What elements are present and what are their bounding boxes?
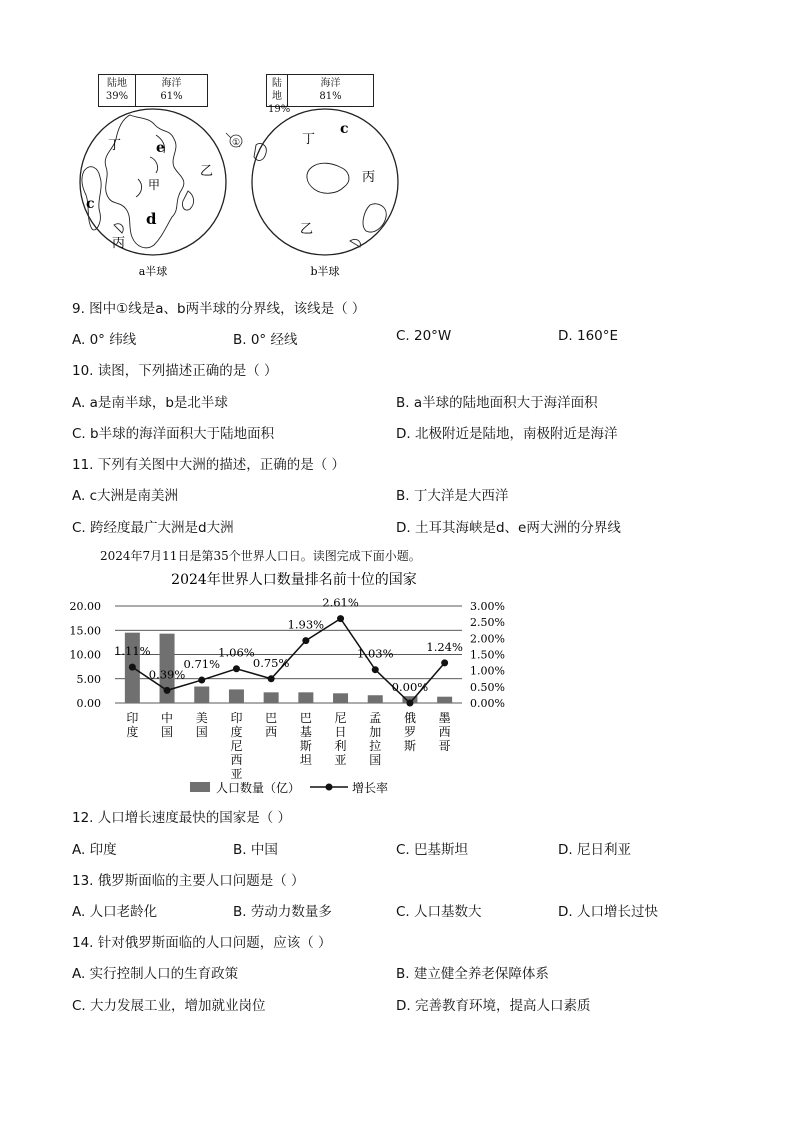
- growth-rate-point: [129, 664, 136, 671]
- svg-text:c: c: [86, 196, 95, 212]
- q9-option-d[interactable]: D. 160°E: [558, 328, 619, 344]
- legend-bar-label: 人口数量（亿）: [216, 781, 301, 795]
- bar-population: [229, 689, 244, 703]
- svg-text:e: e: [156, 140, 165, 156]
- y-right-tick-label: 3.00%: [470, 600, 505, 613]
- boundary-marker-label: ①: [231, 138, 241, 148]
- q14-option-c[interactable]: C. 大力发展工业，增加就业岗位: [72, 998, 266, 1014]
- bar-population: [194, 687, 209, 703]
- growth-rate-label: 0.39%: [148, 667, 186, 682]
- q11-option-d[interactable]: D. 土耳其海峡是d、e两大洲的分界线: [396, 520, 621, 536]
- y-right-tick-label: 0.00%: [470, 697, 505, 710]
- x-category-label: 俄罗斯: [403, 711, 416, 753]
- y-left-tick-label: 15.00: [69, 624, 101, 638]
- x-category-label: 美国: [195, 711, 208, 739]
- q12-option-a[interactable]: A. 印度: [72, 842, 117, 858]
- question-12: 12. 人口增长速度最快的国家是（ ）: [72, 810, 292, 826]
- x-category-label: 墨西哥: [438, 711, 451, 753]
- x-category-label: 孟加拉国: [369, 711, 382, 767]
- q10-option-d[interactable]: D. 北极附近是陆地，南极附近是海洋: [396, 426, 618, 442]
- question-11: 11. 下列有关图中大洲的描述，正确的是（ ）: [72, 457, 346, 473]
- svg-text:乙: 乙: [200, 164, 214, 179]
- x-category-label: 印度尼西亚: [230, 711, 243, 781]
- q11-option-c[interactable]: C. 跨经度最广大洲是d大洲: [72, 520, 234, 536]
- growth-rate-point: [441, 659, 448, 666]
- svg-text:丙: 丙: [112, 236, 126, 251]
- question-10: 10. 读图，下列描述正确的是（ ）: [72, 363, 278, 379]
- growth-rate-label: 0.71%: [183, 657, 221, 672]
- svg-text:乙: 乙: [300, 222, 314, 237]
- q9-option-b[interactable]: B. 0° 经线: [233, 332, 298, 348]
- legend-line-label: 增长率: [352, 781, 389, 795]
- q13-option-c[interactable]: C. 人口基数大: [396, 904, 482, 920]
- y-right-tick-label: 2.50%: [470, 616, 505, 630]
- x-category-label: 尼日利亚: [334, 711, 347, 767]
- intro-text: 2024年7月11日是第35个世界人口日。读图完成下面小题。: [100, 549, 421, 563]
- question-9: 9. 图中①线是a、b两半球的分界线，该线是（ ）: [72, 301, 366, 317]
- growth-rate-label: 0.75%: [252, 655, 290, 670]
- bar-population: [333, 693, 348, 703]
- q12-option-d[interactable]: D. 尼日利亚: [558, 842, 631, 858]
- y-right-tick-label: 1.50%: [470, 648, 505, 662]
- x-category-label: 中国: [161, 711, 174, 739]
- q10-option-c[interactable]: C. b半球的海洋面积大于陆地面积: [72, 426, 275, 442]
- y-left-tick-label: 10.00: [69, 648, 101, 662]
- growth-rate-label: 0.00%: [391, 680, 429, 694]
- growth-rate-point: [406, 700, 413, 707]
- bar-population: [298, 692, 313, 703]
- svg-text:丙: 丙: [362, 170, 376, 185]
- y-right-tick-label: 2.00%: [470, 632, 505, 646]
- q11-option-b[interactable]: B. 丁大洋是大西洋: [396, 488, 509, 504]
- y-right-tick-label: 0.50%: [470, 680, 505, 694]
- svg-text:d: d: [146, 210, 157, 228]
- hemisphere-a-caption: a半球: [138, 265, 168, 278]
- bar-population: [264, 692, 279, 703]
- growth-rate-label: 1.24%: [426, 639, 463, 654]
- q13-option-a[interactable]: A. 人口老龄化: [72, 904, 158, 920]
- q14-option-b[interactable]: B. 建立健全养老保障体系: [396, 966, 549, 982]
- y-left-tick-label: 0.00: [76, 697, 101, 710]
- growth-rate-point: [302, 637, 309, 644]
- chart-title: 2024年世界人口数量排名前十位的国家: [171, 572, 417, 588]
- growth-rate-point: [372, 666, 379, 673]
- x-category-label: 巴西: [265, 711, 278, 739]
- q9-option-a[interactable]: A. 0° 纬线: [72, 332, 137, 348]
- growth-rate-label: 1.11%: [114, 644, 151, 659]
- y-left-tick-label: 20.00: [69, 600, 101, 613]
- legend-bar-swatch: [190, 782, 210, 792]
- growth-rate-label: 1.03%: [356, 646, 394, 661]
- q13-option-b[interactable]: B. 劳动力数量多: [233, 904, 332, 920]
- hemisphere-b-caption: b半球: [310, 265, 340, 278]
- q10-option-a[interactable]: A. a是南半球，b是北半球: [72, 395, 228, 411]
- growth-rate-point: [233, 665, 240, 672]
- q14-option-d[interactable]: D. 完善教育环境，提高人口素质: [396, 998, 591, 1014]
- growth-rate-point: [337, 615, 344, 622]
- hemisphere-b-circle: [252, 109, 398, 255]
- legend-line-marker: [326, 784, 333, 791]
- hemispheres-map: [70, 105, 420, 285]
- svg-text:c: c: [340, 121, 349, 137]
- growth-rate-point: [268, 675, 275, 682]
- hemisphere-b-stats-box: 陆地 19% 海洋 81%: [266, 74, 374, 107]
- growth-rate-label: 2.61%: [322, 595, 359, 610]
- x-category-label: 巴基斯坦: [299, 711, 312, 767]
- q12-option-c[interactable]: C. 巴基斯坦: [396, 842, 469, 858]
- y-right-tick-label: 1.00%: [470, 664, 505, 678]
- hemisphere-a-stats-box: 陆地 39% 海洋 61%: [98, 74, 208, 107]
- q11-option-a[interactable]: A. c大洲是南美洲: [72, 488, 179, 504]
- svg-text:甲: 甲: [148, 178, 161, 192]
- growth-rate-label: 1.93%: [287, 617, 325, 632]
- y-left-tick-label: 5.00: [76, 672, 101, 686]
- bar-population: [437, 697, 452, 703]
- q9-option-c[interactable]: C. 20°W: [396, 328, 452, 344]
- q14-option-a[interactable]: A. 实行控制人口的生育政策: [72, 966, 239, 982]
- question-13: 13. 俄罗斯面临的主要人口问题是（ ）: [72, 873, 305, 889]
- growth-rate-point: [198, 677, 205, 684]
- q13-option-d[interactable]: D. 人口增长过快: [558, 904, 658, 920]
- growth-rate-label: 1.06%: [218, 645, 255, 660]
- population-chart: [60, 566, 530, 802]
- x-category-label: 印度: [126, 711, 139, 739]
- growth-rate-point: [164, 687, 171, 694]
- question-14: 14. 针对俄罗斯面临的人口问题，应该（ ）: [72, 935, 332, 951]
- svg-text:丁: 丁: [302, 132, 316, 147]
- svg-text:丁: 丁: [108, 138, 122, 153]
- bar-population: [368, 695, 383, 703]
- q10-option-b[interactable]: B. a半球的陆地面积大于海洋面积: [396, 395, 598, 411]
- q12-option-b[interactable]: B. 中国: [233, 842, 278, 858]
